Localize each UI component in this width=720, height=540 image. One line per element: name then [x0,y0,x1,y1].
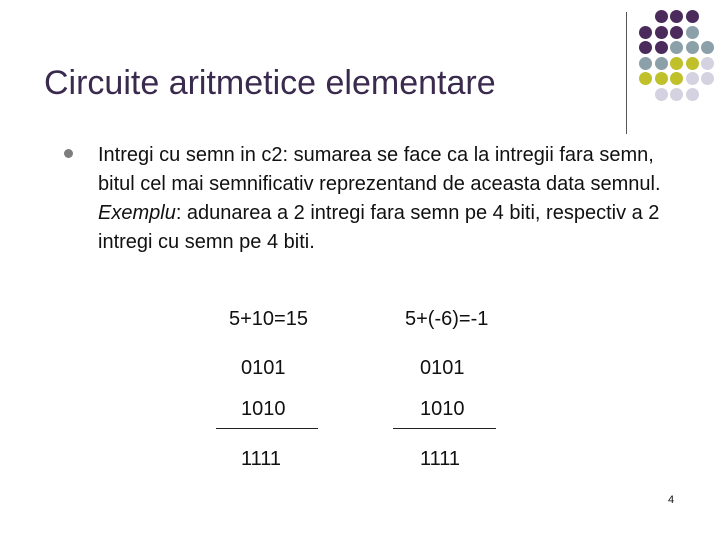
example-paragraph [98,199,683,257]
example-2-result: 1111 [420,448,461,470]
decorative-dot [655,88,668,101]
example-description: : adunarea a 2 intregi fara semn pe 4 biti, respectiv a 2 intregi cu semn pe 4 biti. [98,202,660,253]
paragraph-signed-integers: Intregi cu semn in c2: sumarea se face ca la intregii fara semn, bitul cel mai semnificativ reprezentand de aceasta data semnul. [98,144,661,195]
decorative-dot [655,10,668,23]
bullet-icon [64,149,73,158]
decorative-dot [655,57,668,70]
example-2-operand-1: 0101 [420,357,465,379]
decorative-dot [701,72,714,85]
example-2-equation: 5+(-6)=-1 [405,308,489,330]
decorative-dot [686,26,699,39]
decorative-dot [686,57,699,70]
decorative-dot [639,26,652,39]
example-label: Exemplu [98,202,176,224]
decorative-vertical-line [626,12,627,134]
example-1-equation: 5+10=15 [229,308,308,330]
decorative-dot [670,26,683,39]
decorative-dot [670,57,683,70]
decorative-dot [639,41,652,54]
page-number: 4 [668,494,675,506]
decorative-dot [655,26,668,39]
example-1-operand-2: 1010 [241,398,286,420]
decorative-dot [670,41,683,54]
decorative-dot [670,72,683,85]
decorative-dot [686,41,699,54]
decorative-dot [686,10,699,23]
decorative-dot [701,41,714,54]
example-1-operand-1: 0101 [241,357,286,379]
example-1-sum-line [216,428,318,429]
decorative-dot [686,72,699,85]
decorative-dot-grid [639,10,719,120]
decorative-dot [639,72,652,85]
decorative-dot [701,57,714,70]
decorative-dot [670,88,683,101]
decorative-dot [686,88,699,101]
example-1-result: 1111 [241,448,282,470]
decorative-dot [670,10,683,23]
slide-title: Circuite aritmetice elementare [44,64,496,102]
example-2-operand-2: 1010 [420,398,465,420]
example-2-sum-line [393,428,496,429]
slide-body [98,141,683,257]
decorative-dot [655,72,668,85]
decorative-dot [655,41,668,54]
decorative-dot [639,57,652,70]
